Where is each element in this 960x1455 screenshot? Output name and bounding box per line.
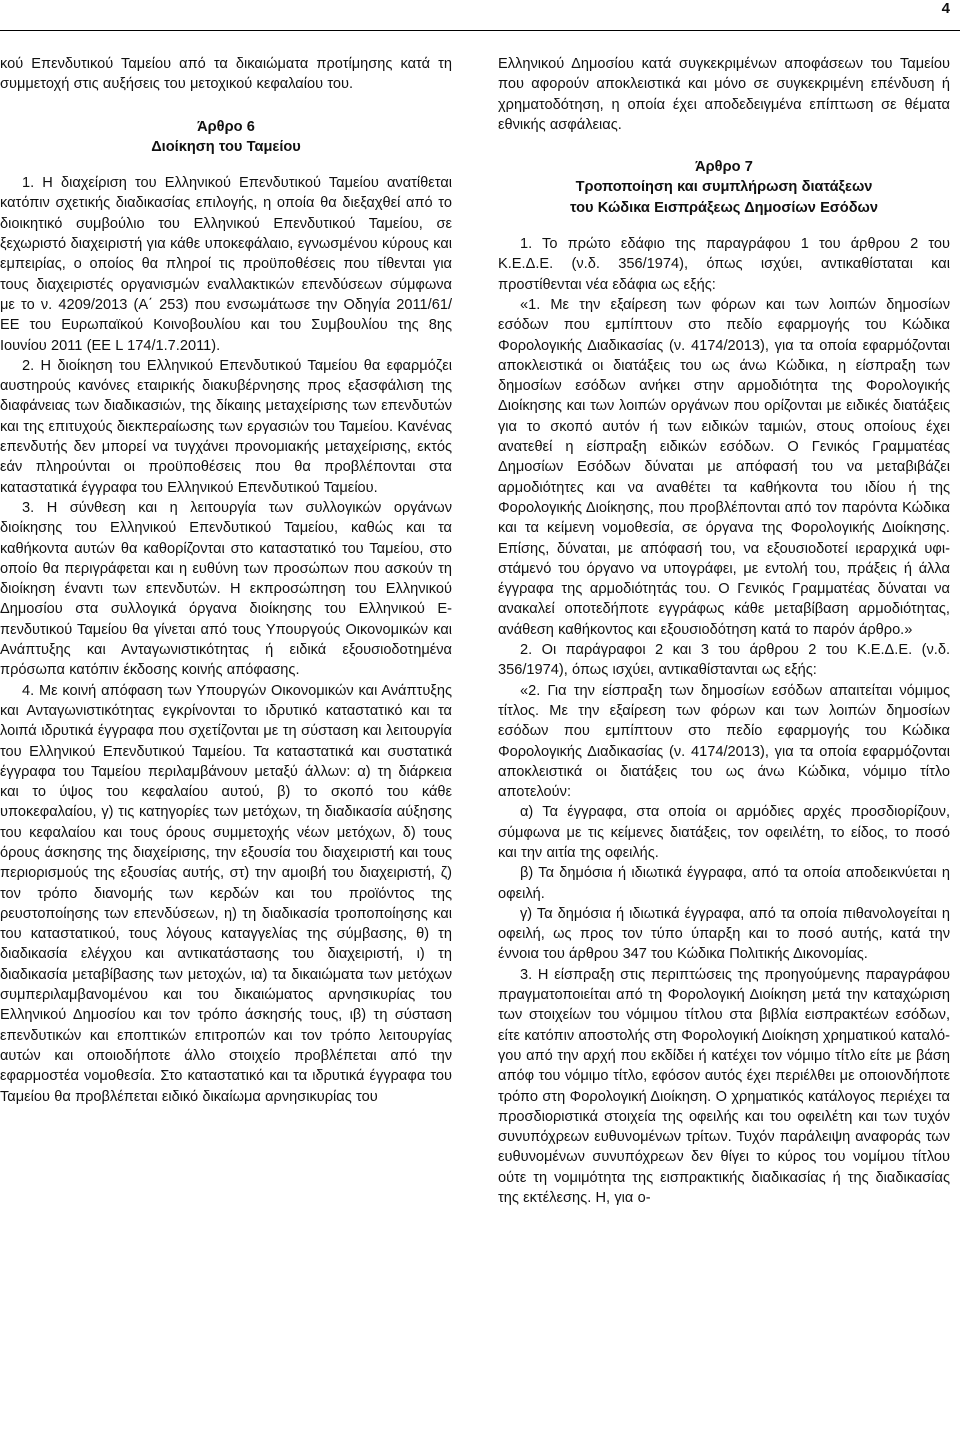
article-6-title: Διοίκηση του Ταμείου xyxy=(151,138,301,155)
article-7-heading xyxy=(498,157,950,218)
article-7-item-b: β) Τα δημόσια ή ιδιωτικά έγγραφα, από τα οποία αποδεικνύεται η οφειλή. xyxy=(498,865,950,902)
article-6-paragraph-4: 4. Με κοινή απόφαση των Υπουργών Οικονομικών και Ανάπτυξης και Ανταγωνιστικότητας εγκρίνονται το ιδρυτικό καταστατικό και τα λοιπά ιδρυτικά έγγραφα που σχετίζονται με τη σύσταση και λειτουργία του Ελληνικού Επενδυτικού Ταμείου. Τα καταστατικά και συστατικά έγγραφα του Ταμείου περιλαμβάνουν μεταξύ άλλων: α) τη διάρκεια και το ύψος του κεφαλαίου αυτού, β) το σκοπό του κάθε υποκεφαλαίου, γ) τις κατηγορίες των μετόχων, τη διαδικασία αύξησης του κεφαλαίου και τους όρους συμμετοχής νέων μετόχων, δ) τους όρους άσκησης της διαχείρισης, την εξουσία του διαχειριστή και τους περιορισμούς της εξουσίας αυτής, στ) την αμοιβή του διαχειριστή, ζ) τον τρόπο διανομής των κερδών και του προϊόντος της ρευστοποίησης των επενδύσεων, η) τη διαδικασία τροποποίησης και του καταστατικού, τους λόγους καταγγελίας της σύμβασης, θ) τη διαδικασία ελέγχου και αντικατάστασης του διαχειριστή, ι) τη διαδικασία μεταβίβασης των μετοχών, ια) τα δικαιώματα των μετόχων συμπεριλαμβανομένου και του δικαιώματος αρνησικυρίας του Ελληνικού Δημοσίου και τον τρόπο άσκησής τους, ιβ) τη σύσταση επενδυτικών και εποπτικών επιτροπών και τον τρόπο λειτουργίας αυτών και οποιοδήποτε άλλο στοιχείο προβλέπεται από την εφαρμοστέα νομοθεσία. Στο καταστατικό και τα ιδρυτικά έγγραφα του Ταμείου θα προβλέπεται ειδικό δικαίωμα αρνησικυρίας του xyxy=(0,682,452,1105)
right-intro-paragraph: Ελληνικού Δημοσίου κατά συγκεκριμένων αποφάσεων του Ταμείου που αφορούν αποκλειστικά και μόνο σε συγκεκριμένη επένδυση ή χρηματοδότηση, η οποία έχει αποδεδειγμένα επίπτωση σε θέματα εθνικής ασφάλειας. xyxy=(498,56,950,133)
article-7-item-c: γ) Τα δημόσια ή ιδιωτικά έγγραφα, από τα οποία πιθανολογείται η οφειλή, ως προς τον τύπο ύπαρξη και το ποσό αυτής, κατά την έννοια του άρθρου 347 του Κώδικα Πολιτικής Δικονομίας. xyxy=(498,905,950,963)
right-column xyxy=(498,54,950,1208)
article-7-item-a: α) Τα έγγραφα, στα οποία οι αρμόδιες αρχές προσδιορίζουν, σύμφωνα με τις κείμενες διατάξεις, τον οφειλέτη, το είδος, το ποσό και την αιτία της οφειλής. xyxy=(498,804,950,861)
left-column xyxy=(0,54,452,1107)
article-6-paragraph-1: 1. Η διαχείριση του Ελληνικού Επενδυτικού Ταμείου ανατίθεται κατόπιν σχετικής διαδικασίας επιλογής, η οποία θα διεξαχθεί από το διοικητικό συμβούλιο του Ελληνικού Επενδυτικού Ταμείου, σε ξεχωριστό διαχειριστή για κάθε υποκεφάλαιο, εγνωσμένου κύρους και εμπειρίας, ο οποίος θα πληροί τις προϋποθέσεις που τίθενται για τους διαχειριστές οργανισμών εναλλακτικών επενδύσεων σύμφωνα με το ν. 4209/2013 (Α΄ 253) που ενσωμάτωσε την Οδηγία 2011/61/ΕΕ του Ευρωπαϊκού Κοινοβουλίου και του Συμβουλίου της 8ης Ιουνίου 2011 (ΕΕ L 174/1.7.2011). xyxy=(0,175,452,354)
page-number: 4 xyxy=(941,0,950,17)
article-7-paragraph-2: 2. Οι παράγραφοι 2 και 3 του άρθρου 2 του Κ.Ε.Δ.Ε. (ν.δ. 356/1974), όπως ισχύει, αντικαθίστανται ως εξής: xyxy=(498,642,950,679)
article-7-title-line-2: του Κώδικα Εισπράξεως Δημοσίων Εσόδων xyxy=(570,199,878,216)
header-rule xyxy=(0,30,960,31)
article-6-heading xyxy=(0,117,452,158)
article-7-quoted-paragraph-2: «2. Για την είσπραξη των δημοσίων εσόδων απαιτείται νόμιμος τίτλος. Με την εξαίρεση των φόρων και των λοιπών δημοσίων εσόδων που εμπίπτουν στο πεδίο εφαρμογής του Κώδικα Φορολογικής Διαδικασίας (ν. 4174/2013), για τα οποία εφαρμόζονται αποκλειστικά οι διατάξεις του ως άνω Κώδικα, νόμιμο τίτλο αποτελούν: xyxy=(498,682,950,801)
article-6-paragraph-3: 3. Η σύνθεση και η λειτουργία των συλλογικών οργάνων διοίκησης του Ελληνικού Επενδυτικού Ταμείου, καθώς και τα καθήκοντα αυτών θα καθορίζονται στο καταστατικό του Ταμείου, στο οποίο θα περιγράφεται και η ευθύνη των προσώπων που ασκούν τη διοίκηση έναντι των επενδυτών. Η εκπροσώπηση του Ελληνικού Δημοσίου στα συλλογικά όργανα διοίκησης του Ελληνικού Επενδυτικού Ταμείου θα γίνεται από τους Υπουργούς Οικονομικών και Ανάπτυξης και Ανταγωνιστικότητας ή ειδικά εξουσιοδοτημένα πρόσωπα κατόπιν έκδοσης κοινής απόφασης. xyxy=(0,499,452,679)
article-7-paragraph-1: 1. Το πρώτο εδάφιο της παραγράφου 1 του άρθρου 2 του Κ.Ε.Δ.Ε. (ν.δ. 356/1974), όπως ισχύει, αντικαθίσταται και προστίθενται νέα εδάφια ως εξής: xyxy=(498,236,950,293)
article-7-number: Άρθρο 7 xyxy=(695,159,753,176)
article-7-quoted-paragraph-1: «1. Με την εξαίρεση των φόρων και των λοιπών δημοσίων εσόδων που εμπίπτουν στο πεδίο εφαρμογής του Κώδικα Φορολογικής Διαδικασίας (ν. 4174/2013), για τα οποία εφαρμόζονται αποκλειστικά οι διατάξεις του ως άνω Κώδικα, η είσπραξη των δημοσίων εσόδων ανήκει στην αρμοδιότητα της Φορολογικής Διοίκησης και των λοιπών οργάνων που ορίζονται με ειδικές διατάξεις για το σκοπό αυτόν ή των ειδικών ταμιών, στους οποίους έχει ανατεθεί η είσπραξη ειδικών εσόδων. Ο Γενικός Γραμματέας Δημοσίων Εσόδων δύναται με απόφασή του να μεταβιβάζει αρμοδιότητες και να αναθέτει τα καθήκοντα του ιδίου ή της Φορολογικής Διοίκησης, που προβλέπονται από τον παρόντα Κώδικα και τα κείμενη νομοθεσία, σε όργανα της Φορολογικής Διοίκησης. Επίσης, δύναται, με απόφασή του, να εξουσιοδοτεί ιεραρχικά υφιστάμενό του όργανο να υπογράφει, με εντολή του, πράξεις ή άλλα έγγραφα της αρμοδιότητάς του. Ο Γενικός Γραμματέας δύναται να ανακαλεί οποτεδήποτε εγγράφως κάθε μεταβίβαση αρμοδιότητας, ανάθεση καθήκοντος και εξουσιοδότηση κατά το παρόν άρθρο.» xyxy=(498,296,950,638)
article-6-paragraph-2: 2. Η διοίκηση του Ελληνικού Επενδυτικού Ταμείου θα εφαρμόζει αυστηρούς κανόνες εταιρικής διακυβέρνησης προς εξασφάλιση της διαφάνειας των διαδικασιών, της δίκαιης μεταχείρισης των επενδυτών και της επιτυχούς διεκπεραίωσης των εργασιών του Ταμείου. Κανένας επενδυτής δεν μπορεί να τυγχάνει προνομιακής μεταχείρισης, εκτός εάν πληρούνται οι προϋποθέσεις που θα προβλέπονται στα καταστατικά έγγραφα του Ελληνικού Επενδυτικού Ταμείου. xyxy=(0,357,452,496)
article-6-number: Άρθρο 6 xyxy=(197,118,255,135)
article-7-paragraph-3: 3. Η είσπραξη στις περιπτώσεις της προηγούμενης παραγράφου πραγματοποιείται από τη Φορολογική Διοίκηση μετά την καταχώριση των στοιχείων του νόμιμου τίτλου στα βιβλία εισπρακτέων εσόδων, είτε κατόπιν αποστολής στη Φορολογική Διοίκηση χρηματικού καταλόγου από την αρχή που εκδίδει ή κατέχει τον νόμιμο τίτλο είτε με βάση απόφ του νόμιμο τίτλο, εφόσον αυτός έχει περιέλθει με οποιονδήποτε τρόπο στη Φορολογική Διοίκηση. Ο χρηματικός κατάλογος περιέχει τα προσδιοριστικά στοιχεία της οφειλής και του οφειλέτη και των τυχόν συνυπόχρεων ευθυνομένων τρίτων. Τυχόν παράλειψη αναφοράς των ευθυνομένων συνυπόχρεων δεν θίγει το κύρος του νομίμου τίτλου ούτε τη νομιμότητα της εισπρακτικής διαδικασίας ή της διαδικασίας της εκτέλεσης. Η, για ο- xyxy=(498,966,950,1207)
article-7-title-line-1: Τροποποίηση και συμπλήρωση διατάξεων xyxy=(575,179,873,196)
left-intro-paragraph: κού Επενδυτικού Ταμείου από τα δικαιώματα προτίμησης κατά τη συμμετοχή στις αυξήσεις του μετοχικού κεφαλαίου του. xyxy=(0,56,452,93)
